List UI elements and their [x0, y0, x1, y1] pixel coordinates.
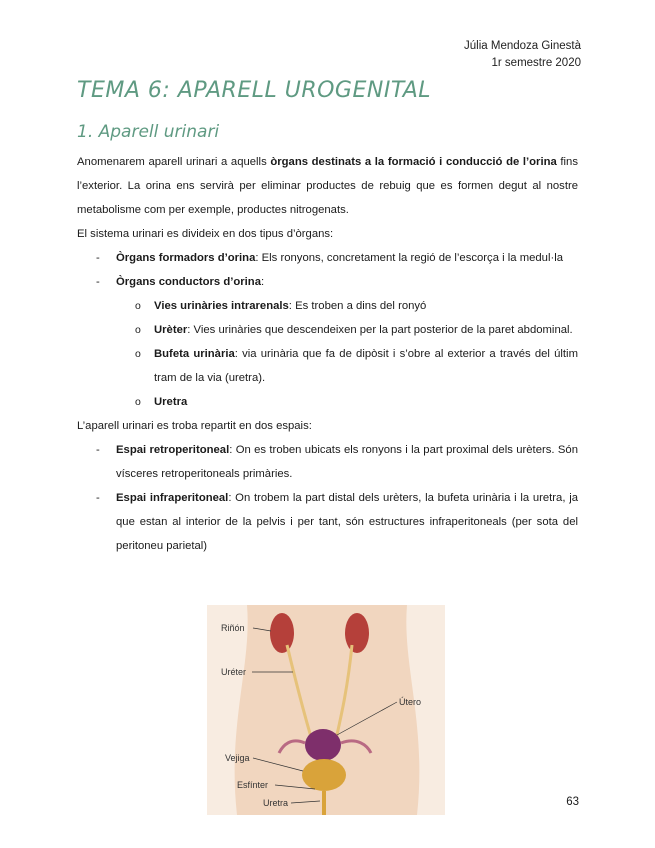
label-kidney: Riñón	[221, 623, 245, 633]
circle-bullet: o	[135, 348, 141, 360]
organ-desc: : Els ronyons, concretament la regió de l’escorça i la medul·la	[255, 252, 564, 264]
organ-term: Òrgans conductors d’orina	[116, 276, 261, 288]
intro-pre: Anomenarem aparell urinari a aquells	[77, 156, 271, 168]
dash-bullet: -	[96, 276, 100, 288]
division-paragraph: El sistema urinari es divideix en dos tipus d’òrgans:	[77, 228, 334, 240]
label-bladder: Vejiga	[225, 753, 250, 763]
spaces-intro: L’aparell urinari es troba repartit en dos espais:	[77, 420, 312, 432]
intro-bold: òrgans destinats a la formació i conducció de l’orina	[270, 156, 557, 168]
document-body	[77, 150, 578, 558]
sub-list-item	[77, 342, 578, 390]
conductor-desc: : Vies urinàries que descendeixen per la part posterior de la paret abdominal.	[187, 324, 573, 336]
space-desc: : On trobem la part distal dels urèters, la bufeta urinària i la uretra, ja que estan al interior de la pelvis i per tant, són estructures infraperitoneals (per sota del peritoneu parietal)	[116, 492, 578, 552]
dash-bullet: -	[96, 492, 100, 504]
label-ureter: Uréter	[221, 667, 247, 677]
label-uterus: Útero	[399, 697, 422, 707]
space-term: Espai infraperitoneal	[116, 492, 229, 504]
conductor-term: Vies urinàries intrarenals	[154, 300, 289, 312]
list-item	[77, 486, 578, 558]
kidney-right	[345, 613, 369, 653]
intro-post: fins l’exterior. La orina ens servirà per eliminar productes de rebuig que es formen degut al nostre metabolisme com per exemple, productes nitrogenats.	[77, 156, 578, 216]
list-item	[77, 438, 578, 486]
page-header	[464, 38, 581, 72]
section-title: 1. Aparell urinari	[77, 122, 220, 142]
sub-list-item	[77, 318, 578, 342]
circle-bullet: o	[135, 396, 141, 408]
space-term: Espai retroperitoneal	[116, 444, 230, 456]
label-urethra: Uretra	[263, 798, 289, 808]
chapter-title: TEMA 6: APARELL UROGENITAL	[77, 78, 432, 103]
uterus-shape	[305, 729, 341, 761]
list-item	[77, 246, 578, 270]
organ-term: Òrgans formadors d’orina	[116, 252, 256, 264]
kidney-left	[270, 613, 294, 653]
conductor-term: Urèter	[154, 324, 188, 336]
circle-bullet: o	[135, 324, 141, 336]
dash-bullet: -	[96, 252, 100, 264]
urinary-system-illustration	[207, 605, 445, 815]
conductor-term: Bufeta urinària	[154, 348, 235, 360]
semester: 1r semestre 2020	[491, 57, 581, 69]
conductor-term: Uretra	[154, 396, 188, 408]
sub-list-item	[77, 390, 578, 414]
space-desc: : On es troben ubicats els ronyons i la part proximal dels urèters. Són vísceres retroperitoneals primàries.	[116, 444, 578, 480]
conductor-desc: : Es troben a dins del ronyó	[288, 300, 427, 312]
label-sphincter: Esfínter	[237, 780, 269, 790]
page-number: 63	[566, 796, 579, 808]
list-item	[77, 270, 578, 294]
bladder-shape	[302, 759, 346, 791]
circle-bullet: o	[135, 300, 141, 312]
conductor-desc: : via urinària que fa de dipòsit i s’obre al exterior a través del últim tram de la via (uretra).	[154, 348, 578, 384]
author-name: Júlia Mendoza Ginestà	[464, 40, 581, 52]
intro-paragraph	[77, 150, 578, 222]
sub-list-item	[77, 294, 578, 318]
dash-bullet: -	[96, 444, 100, 456]
organ-desc: :	[261, 276, 265, 288]
